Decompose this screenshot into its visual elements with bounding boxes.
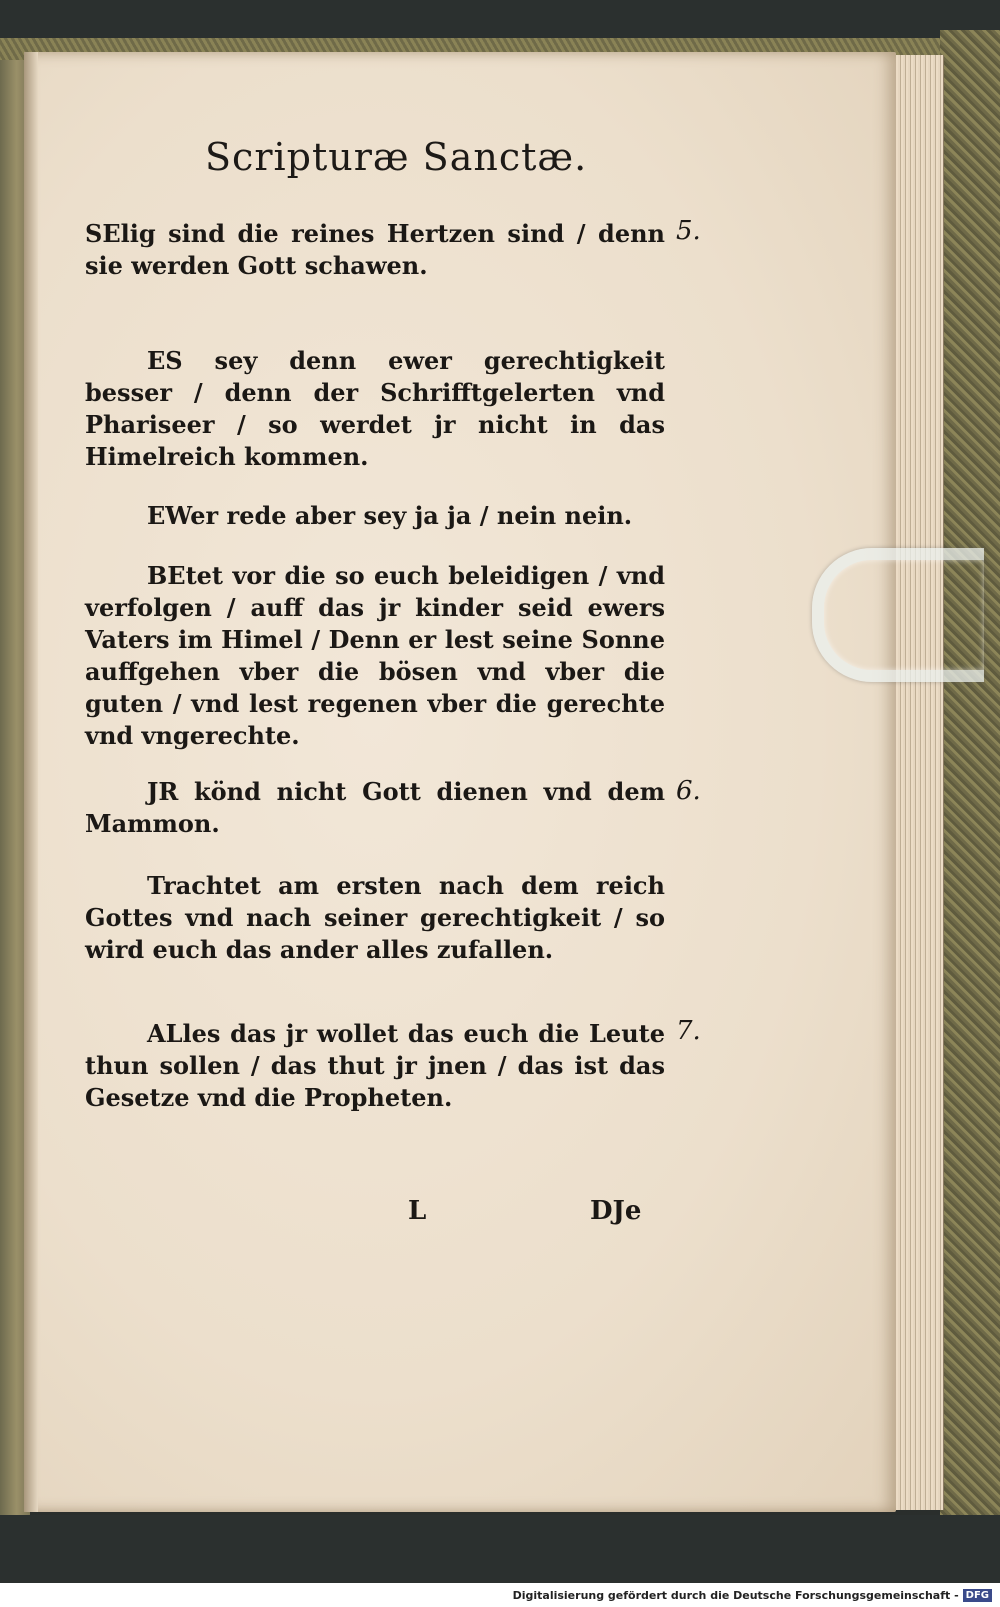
page-edges xyxy=(893,55,944,1510)
paragraph-4: BEtet vor die so euch beleidigen / vnd verfolgen / auff das jr kinder seid ewers Vaters im Himel / Denn er lest seine Sonne auffgehen vber die bösen vnd vber die guten / vnd lest regenen vber die gerechte vnd vngerechte. xyxy=(85,561,665,750)
margin-number-7: 7. xyxy=(676,1016,701,1046)
paragraph-2: ES sey denn ewer gerechtigkeit besser / denn der Schrifftgelerten vnd Phariseer / so werdet jr nicht in das Himelreich kommen. xyxy=(85,346,665,471)
page-clip xyxy=(812,548,984,682)
margin-number-6: 6. xyxy=(676,776,701,806)
signature-mark: L xyxy=(408,1196,427,1226)
book-cover-right xyxy=(940,30,1000,1520)
catchword: DJe xyxy=(590,1196,642,1226)
footer-bar xyxy=(0,1583,1000,1607)
paragraph-5: JR könd nicht Gott dienen vnd dem Mammon. xyxy=(85,777,665,838)
footer-credit: Digitalisierung gefördert durch die Deutsche Forschungsgemeinschaft - xyxy=(512,1588,959,1602)
margin-number-5: 5. xyxy=(676,216,701,246)
page-title: Scripturæ Sanctæ. xyxy=(205,135,588,179)
paragraph-1: SElig sind die reines Hertzen sind / denn sie werden Gott schawen. xyxy=(85,219,665,280)
paragraph-3: EWer rede aber sey ja ja / nein nein. xyxy=(147,501,633,530)
paragraph-7: ALles das jr wollet das euch die Leute thun sollen / das thut jr jnen / das ist das Gesetze vnd die Propheten. xyxy=(85,1019,665,1112)
dfg-logo: DFG xyxy=(963,1589,992,1602)
paragraph-6: Trachtet am ersten nach dem reich Gottes vnd nach seiner gerechtigkeit / so wird euch das ander alles zufallen. xyxy=(85,871,665,964)
page-gutter xyxy=(24,52,38,1512)
